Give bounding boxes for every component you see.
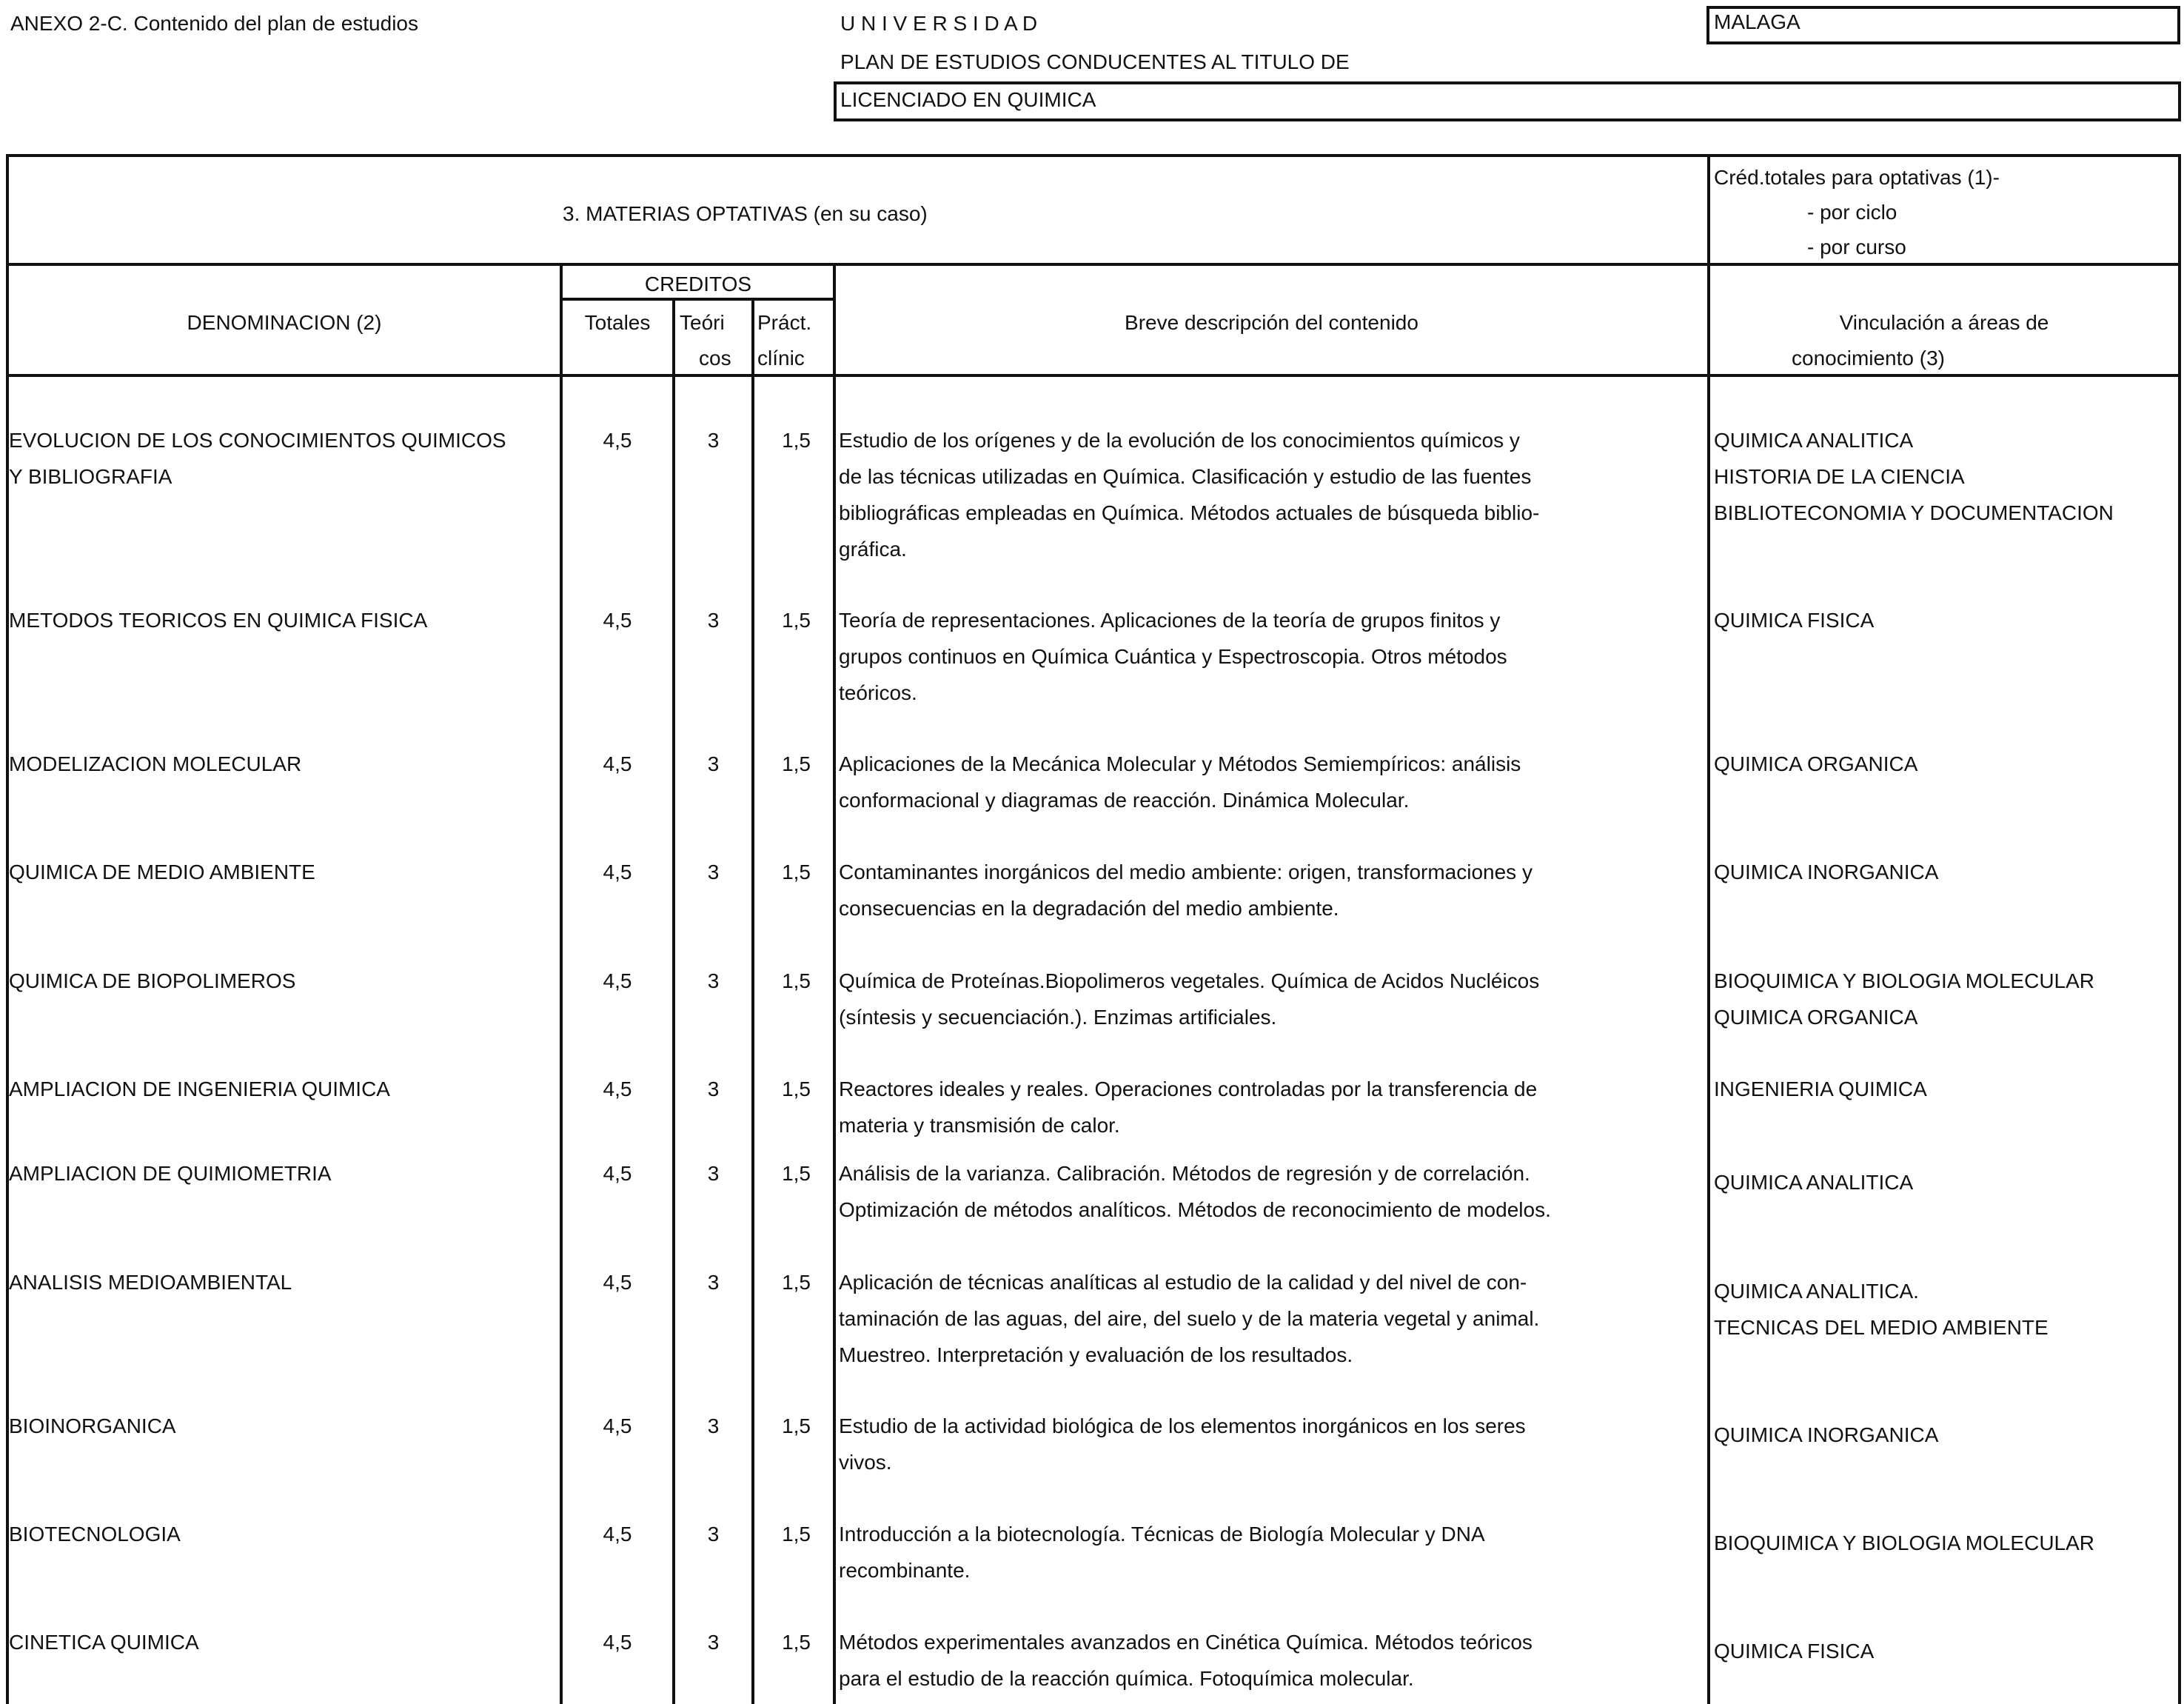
content-description <box>839 1071 1537 1143</box>
content-description-line: Optimización de métodos analíticos. Métodos de reconocimiento de modelos. <box>839 1198 1551 1221</box>
knowledge-areas <box>1714 1273 2049 1346</box>
content-description <box>839 1264 1539 1373</box>
content-description-line: vivos. <box>839 1451 892 1474</box>
content-description <box>839 854 1533 926</box>
col-divider-practicos <box>751 298 754 1704</box>
content-description <box>839 746 1521 818</box>
subject-name <box>9 1264 292 1300</box>
knowledge-areas-line: QUIMICA ANALITICA. <box>1714 1280 1919 1303</box>
col-divider-descripcion <box>833 263 836 1704</box>
content-description-line: Estudio de la actividad biológica de los elementos inorgánicos en los seres <box>839 1414 1526 1437</box>
credits-total: 4,5 <box>603 1271 632 1294</box>
content-description-line: para el estudio de la reacción química. Fotoquímica molecular. <box>839 1667 1414 1690</box>
credits-note-line3: - por curso <box>1807 235 1906 258</box>
subject-name <box>9 1408 176 1444</box>
degree-title: LICENCIADO EN QUIMICA <box>840 88 1096 111</box>
header-practicos-2: clínic <box>757 347 805 370</box>
knowledge-areas <box>1714 1525 2094 1561</box>
subject-name-line: BIOTECNOLOGIA <box>9 1523 181 1546</box>
subject-name-line: MODELIZACION MOLECULAR <box>9 752 302 775</box>
knowledge-areas-line: BIBLIOTECONOMIA Y DOCUMENTACION <box>1714 501 2114 524</box>
credits-practice: 1,5 <box>782 609 811 632</box>
header-vinculacion-2: conocimiento (3) <box>1792 347 1945 370</box>
knowledge-areas <box>1714 854 1938 890</box>
knowledge-areas <box>1714 602 1874 638</box>
credits-total: 4,5 <box>603 1077 632 1100</box>
content-description-line: Reactores ideales y reales. Operaciones controladas por la transferencia de <box>839 1077 1538 1100</box>
knowledge-areas <box>1714 422 2114 531</box>
content-description <box>839 1516 1485 1588</box>
content-description-line: Análisis de la varianza. Calibración. Métodos de regresión y de correlación. <box>839 1162 1530 1185</box>
credits-total: 4,5 <box>603 1631 632 1654</box>
credits-practice: 1,5 <box>782 1271 811 1294</box>
content-description-line: Contaminantes inorgánicos del medio ambiente: origen, transformaciones y <box>839 861 1533 883</box>
subject-name-line: METODOS TEORICOS EN QUIMICA FISICA <box>9 609 428 632</box>
credits-total: 4,5 <box>603 429 632 452</box>
header-totales: Totales <box>584 311 651 334</box>
subject-name <box>9 1155 332 1192</box>
annex-title: ANEXO 2-C. Contenido del plan de estudios <box>10 12 418 35</box>
subject-name <box>9 422 506 495</box>
knowledge-areas-line: QUIMICA ORGANICA <box>1714 1006 1918 1029</box>
content-description-line: Métodos experimentales avanzados en Cinética Química. Métodos teóricos <box>839 1631 1533 1654</box>
credits-note-line2: - por ciclo <box>1807 201 1897 224</box>
credits-theory: 3 <box>707 1271 720 1294</box>
credits-total: 4,5 <box>603 752 632 775</box>
subject-name-line: Y BIBLIOGRAFIA <box>9 465 172 488</box>
content-description-line: Aplicación de técnicas analíticas al estudio de la calidad y del nivel de con- <box>839 1271 1527 1294</box>
credits-total: 4,5 <box>603 1523 632 1546</box>
content-description-line: Aplicaciones de la Mecánica Molecular y Métodos Semiempíricos: análisis <box>839 752 1521 775</box>
content-description-line: Muestreo. Interpretación y evaluación de los resultados. <box>839 1343 1353 1366</box>
subject-name-line: QUIMICA DE BIOPOLIMEROS <box>9 969 296 992</box>
content-description-line: Introducción a la biotecnología. Técnicas de Biología Molecular y DNA <box>839 1523 1485 1546</box>
credits-practice: 1,5 <box>782 969 811 992</box>
credits-practice: 1,5 <box>782 1077 811 1100</box>
credits-theory: 3 <box>707 1414 720 1437</box>
knowledge-areas-line: QUIMICA ANALITICA <box>1714 1171 1914 1194</box>
content-description-line: materia y transmisión de calor. <box>839 1114 1120 1137</box>
credits-note-line1: Créd.totales para optativas (1)- <box>1714 166 2000 189</box>
header-teoricos-2: cos <box>699 347 731 370</box>
content-description-line: gráfica. <box>839 538 907 561</box>
credits-practice: 1,5 <box>782 1162 811 1185</box>
subject-name-line: EVOLUCION DE LOS CONOCIMIENTOS QUIMICOS <box>9 429 506 452</box>
subject-name <box>9 854 315 890</box>
knowledge-areas-line: QUIMICA FISICA <box>1714 609 1875 632</box>
header-descripcion: Breve descripción del contenido <box>1125 311 1418 334</box>
credits-total: 4,5 <box>603 861 632 883</box>
subject-name-line: AMPLIACION DE QUIMIOMETRIA <box>9 1162 332 1185</box>
credits-theory: 3 <box>707 1631 720 1654</box>
content-description-line: Estudio de los orígenes y de la evolución de los conocimientos químicos y <box>839 429 1520 452</box>
content-description-line: bibliográficas empleadas en Química. Métodos actuales de búsqueda biblio- <box>839 501 1540 524</box>
university-name: MALAGA <box>1714 10 1801 33</box>
knowledge-areas <box>1714 1417 1938 1453</box>
credits-practice: 1,5 <box>782 1631 811 1654</box>
knowledge-areas <box>1714 963 2094 1035</box>
subject-name <box>9 1624 199 1660</box>
credits-total: 4,5 <box>603 1162 632 1185</box>
column-header-divider <box>6 374 2181 377</box>
table-left-border <box>6 154 9 1704</box>
knowledge-areas <box>1714 1633 1874 1669</box>
credits-total: 4,5 <box>603 969 632 992</box>
credits-theory: 3 <box>707 1162 720 1185</box>
subject-name-line: CINETICA QUIMICA <box>9 1631 199 1654</box>
content-description-line: consecuencias en la degradación del medio ambiente. <box>839 897 1339 920</box>
content-description <box>839 963 1539 1035</box>
header-creditos: CREDITOS <box>644 273 752 295</box>
knowledge-areas-line: QUIMICA ANALITICA <box>1714 429 1914 452</box>
knowledge-areas-line: QUIMICA INORGANICA <box>1714 1423 1939 1446</box>
content-description <box>839 602 1507 711</box>
plan-label: PLAN DE ESTUDIOS CONDUCENTES AL TITULO DE <box>840 50 1350 73</box>
subject-name <box>9 963 295 999</box>
credits-practice: 1,5 <box>782 861 811 883</box>
content-description-line: taminación de las aguas, del aire, del suelo y de la materia vegetal y animal. <box>839 1307 1540 1330</box>
knowledge-areas-line: TECNICAS DEL MEDIO AMBIENTE <box>1714 1316 2049 1339</box>
section-header-divider <box>6 263 2181 266</box>
subject-name-line: BIOINORGANICA <box>9 1414 176 1437</box>
content-description-line: recombinante. <box>839 1559 971 1582</box>
header-practicos-1: Práct. <box>757 311 812 334</box>
table-right-border <box>2178 154 2181 1704</box>
knowledge-areas-line: QUIMICA FISICA <box>1714 1640 1875 1663</box>
content-description <box>839 1624 1533 1697</box>
credits-total: 4,5 <box>603 609 632 632</box>
credits-total: 4,5 <box>603 1414 632 1437</box>
subject-name <box>9 1071 390 1107</box>
subject-name <box>9 746 301 782</box>
header-denominacion: DENOMINACION (2) <box>187 311 382 334</box>
creditos-divider <box>560 298 834 301</box>
content-description-line: de las técnicas utilizadas en Química. Clasificación y estudio de las fuentes <box>839 465 1532 488</box>
university-label: U N I V E R S I D A D <box>840 12 1038 35</box>
knowledge-areas-line: BIOQUIMICA Y BIOLOGIA MOLECULAR <box>1714 1531 2095 1554</box>
content-description-line: (síntesis y secuenciación.). Enzimas artificiales. <box>839 1006 1277 1029</box>
content-description-line: teóricos. <box>839 681 917 704</box>
subject-name <box>9 1516 181 1552</box>
header-vinculacion-1: Vinculación a áreas de <box>1839 311 2049 334</box>
knowledge-areas-line: BIOQUIMICA Y BIOLOGIA MOLECULAR <box>1714 969 2095 992</box>
credits-theory: 3 <box>707 1523 720 1546</box>
content-description <box>839 422 1539 567</box>
credits-practice: 1,5 <box>782 429 811 452</box>
col-divider-areas <box>1707 154 1710 1704</box>
subject-name-line: ANALISIS MEDIOAMBIENTAL <box>9 1271 292 1294</box>
content-description-line: grupos continuos en Química Cuántica y Espectroscopia. Otros métodos <box>839 645 1507 668</box>
table-top-border <box>6 154 2181 157</box>
credits-theory: 3 <box>707 969 720 992</box>
credits-theory: 3 <box>707 609 720 632</box>
knowledge-areas <box>1714 1164 1913 1200</box>
content-description-line: Química de Proteínas.Biopolimeros vegetales. Química de Acidos Nucléicos <box>839 969 1540 992</box>
content-description-line: Teoría de representaciones. Aplicaciones de la teoría de grupos finitos y <box>839 609 1501 632</box>
subject-name-line: AMPLIACION DE INGENIERIA QUIMICA <box>9 1077 390 1100</box>
credits-theory: 3 <box>707 1077 720 1100</box>
content-description <box>839 1408 1526 1480</box>
knowledge-areas <box>1714 1071 1927 1107</box>
credits-theory: 3 <box>707 861 720 883</box>
knowledge-areas-line: HISTORIA DE LA CIENCIA <box>1714 465 1965 488</box>
col-divider-teoricos <box>672 298 675 1704</box>
subject-name-line: QUIMICA DE MEDIO AMBIENTE <box>9 861 315 883</box>
knowledge-areas-line: INGENIERIA QUIMICA <box>1714 1077 1927 1100</box>
credits-practice: 1,5 <box>782 752 811 775</box>
header-teoricos-1: Teóri <box>680 311 725 334</box>
content-description <box>839 1155 1551 1228</box>
credits-theory: 3 <box>707 752 720 775</box>
knowledge-areas-line: QUIMICA ORGANICA <box>1714 752 1918 775</box>
credits-practice: 1,5 <box>782 1523 811 1546</box>
subject-name <box>9 602 427 638</box>
content-description-line: conformacional y diagramas de reacción. Dinámica Molecular. <box>839 789 1410 812</box>
knowledge-areas <box>1714 746 1917 782</box>
section-title: 3. MATERIAS OPTATIVAS (en su caso) <box>563 202 928 225</box>
credits-practice: 1,5 <box>782 1414 811 1437</box>
credits-theory: 3 <box>707 429 720 452</box>
knowledge-areas-line: QUIMICA INORGANICA <box>1714 861 1939 883</box>
